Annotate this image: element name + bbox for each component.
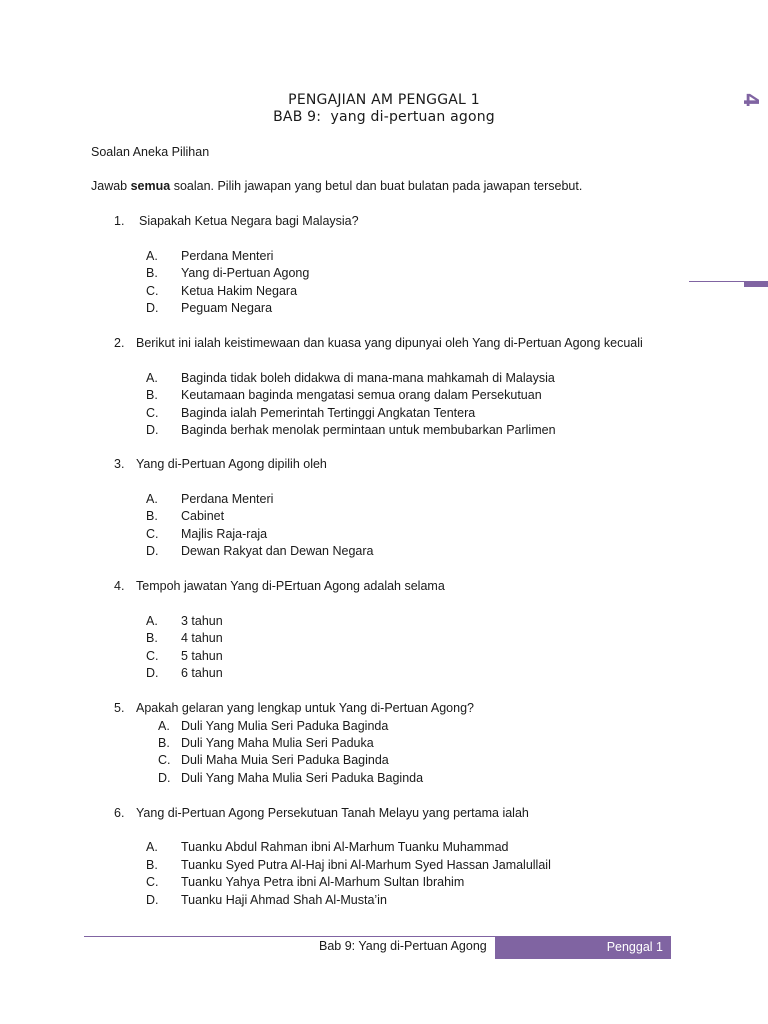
option-letter: D. — [158, 771, 171, 785]
option-letter: B. — [146, 388, 158, 402]
option-text: Peguam Negara — [181, 301, 273, 315]
option-letter: A. — [146, 371, 158, 385]
question-text: Berikut ini ialah keistimewaan dan kuasa yang dipunyai oleh Yang di-Pertuan Agong kecuali — [136, 336, 643, 350]
option-text: Baginda ialah Pemerintah Tertinggi Angkatan Tentera — [181, 406, 476, 420]
header-chapter: BAB 9: yang di-pertuan agong — [273, 109, 495, 125]
option-text: 4 tahun — [181, 631, 223, 645]
question-text: Yang di-Pertuan Agong Persekutuan Tanah Melayu yang pertama ialah — [136, 806, 529, 820]
option-text: Keutamaan baginda mengatasi semua orang dalam Persekutuan — [181, 388, 542, 402]
option-letter: C. — [146, 527, 159, 541]
question-text: Yang di-Pertuan Agong dipilih oleh — [136, 457, 327, 471]
option-letter: C. — [146, 284, 159, 298]
option-text: Duli Yang Maha Mulia Seri Paduka — [181, 736, 374, 750]
option-text: Perdana Menteri — [181, 249, 274, 263]
footer-page-band — [495, 936, 671, 959]
instruction-emphasis: semua — [130, 179, 171, 193]
question-number: 1. — [114, 214, 125, 228]
instruction-text — [91, 178, 582, 195]
option-text: Yang di-Pertuan Agong — [181, 266, 310, 280]
option-letter: B. — [146, 266, 158, 280]
question-text: Siapakah Ketua Negara bagi Malaysia? — [139, 214, 359, 228]
option-letter: A. — [146, 249, 158, 263]
option-letter: A. — [146, 840, 158, 854]
option-text: 6 tahun — [181, 666, 223, 680]
header-title: PENGAJIAN AM PENGGAL 1 — [288, 92, 480, 108]
option-letter: D. — [146, 423, 159, 437]
option-letter: B. — [146, 631, 158, 645]
document-header — [0, 92, 768, 126]
option-letter: B. — [158, 736, 170, 750]
option-text: Baginda tidak boleh didakwa di mana-mana mahkamah di Malaysia — [181, 371, 555, 385]
option-text: 5 tahun — [181, 649, 223, 663]
option-text: Perdana Menteri — [181, 492, 274, 506]
instruction-prefix: Jawab — [91, 179, 131, 193]
option-text: Cabinet — [181, 509, 225, 523]
option-text: Majlis Raja-raja — [181, 527, 268, 541]
option-letter: A. — [146, 492, 158, 506]
option-letter: A. — [146, 614, 158, 628]
question-number: 3. — [114, 457, 125, 471]
option-letter: A. — [158, 719, 170, 733]
footer-page-label: Penggal 1 — [606, 940, 663, 954]
question-number: 4. — [114, 579, 125, 593]
question-text: Tempoh jawatan Yang di-PErtuan Agong adalah selama — [136, 579, 445, 593]
side-accent-block — [744, 282, 768, 287]
option-letter: D. — [146, 666, 159, 680]
option-text: Duli Maha Muia Seri Paduka Baginda — [181, 753, 389, 767]
question-number: 2. — [114, 336, 125, 350]
option-text: Ketua Hakim Negara — [181, 284, 298, 298]
option-text: Duli Yang Mulia Seri Paduka Baginda — [181, 719, 389, 733]
option-letter: C. — [158, 753, 171, 767]
option-text: Tuanku Yahya Petra ibni Al-Marhum Sultan Ibrahim — [181, 875, 465, 889]
option-text: Dewan Rakyat dan Dewan Negara — [181, 544, 374, 558]
corner-page-marker: 4 — [738, 93, 763, 107]
footer-chapter-title: Bab 9: Yang di-Pertuan Agong — [319, 939, 487, 953]
question-number: 6. — [114, 806, 125, 820]
section-subheading: Soalan Aneka Pilihan — [91, 145, 210, 159]
option-letter: C. — [146, 406, 159, 420]
option-letter: B. — [146, 858, 158, 872]
option-letter: D. — [146, 544, 159, 558]
option-text: Baginda berhak menolak permintaan untuk membubarkan Parlimen — [181, 423, 556, 437]
option-letter: B. — [146, 509, 158, 523]
option-letter: C. — [146, 649, 159, 663]
option-text: Tuanku Abdul Rahman ibni Al-Marhum Tuanku Muhammad — [181, 840, 509, 854]
option-text: 3 tahun — [181, 614, 223, 628]
footer-rule — [84, 936, 495, 937]
question-number: 5. — [114, 701, 125, 715]
option-letter: C. — [146, 875, 159, 889]
option-letter: D. — [146, 301, 159, 315]
option-text: Tuanku Haji Ahmad Shah Al-Musta’in — [181, 893, 387, 907]
question-text: Apakah gelaran yang lengkap untuk Yang di-Pertuan Agong? — [136, 701, 474, 715]
option-text: Tuanku Syed Putra Al-Haj ibni Al-Marhum Syed Hassan Jamalullail — [181, 858, 551, 872]
option-letter: D. — [146, 893, 159, 907]
instruction-suffix: soalan. Pilih jawapan yang betul dan buat bulatan pada jawapan tersebut. — [170, 179, 583, 193]
option-text: Duli Yang Maha Mulia Seri Paduka Baginda — [181, 771, 424, 785]
